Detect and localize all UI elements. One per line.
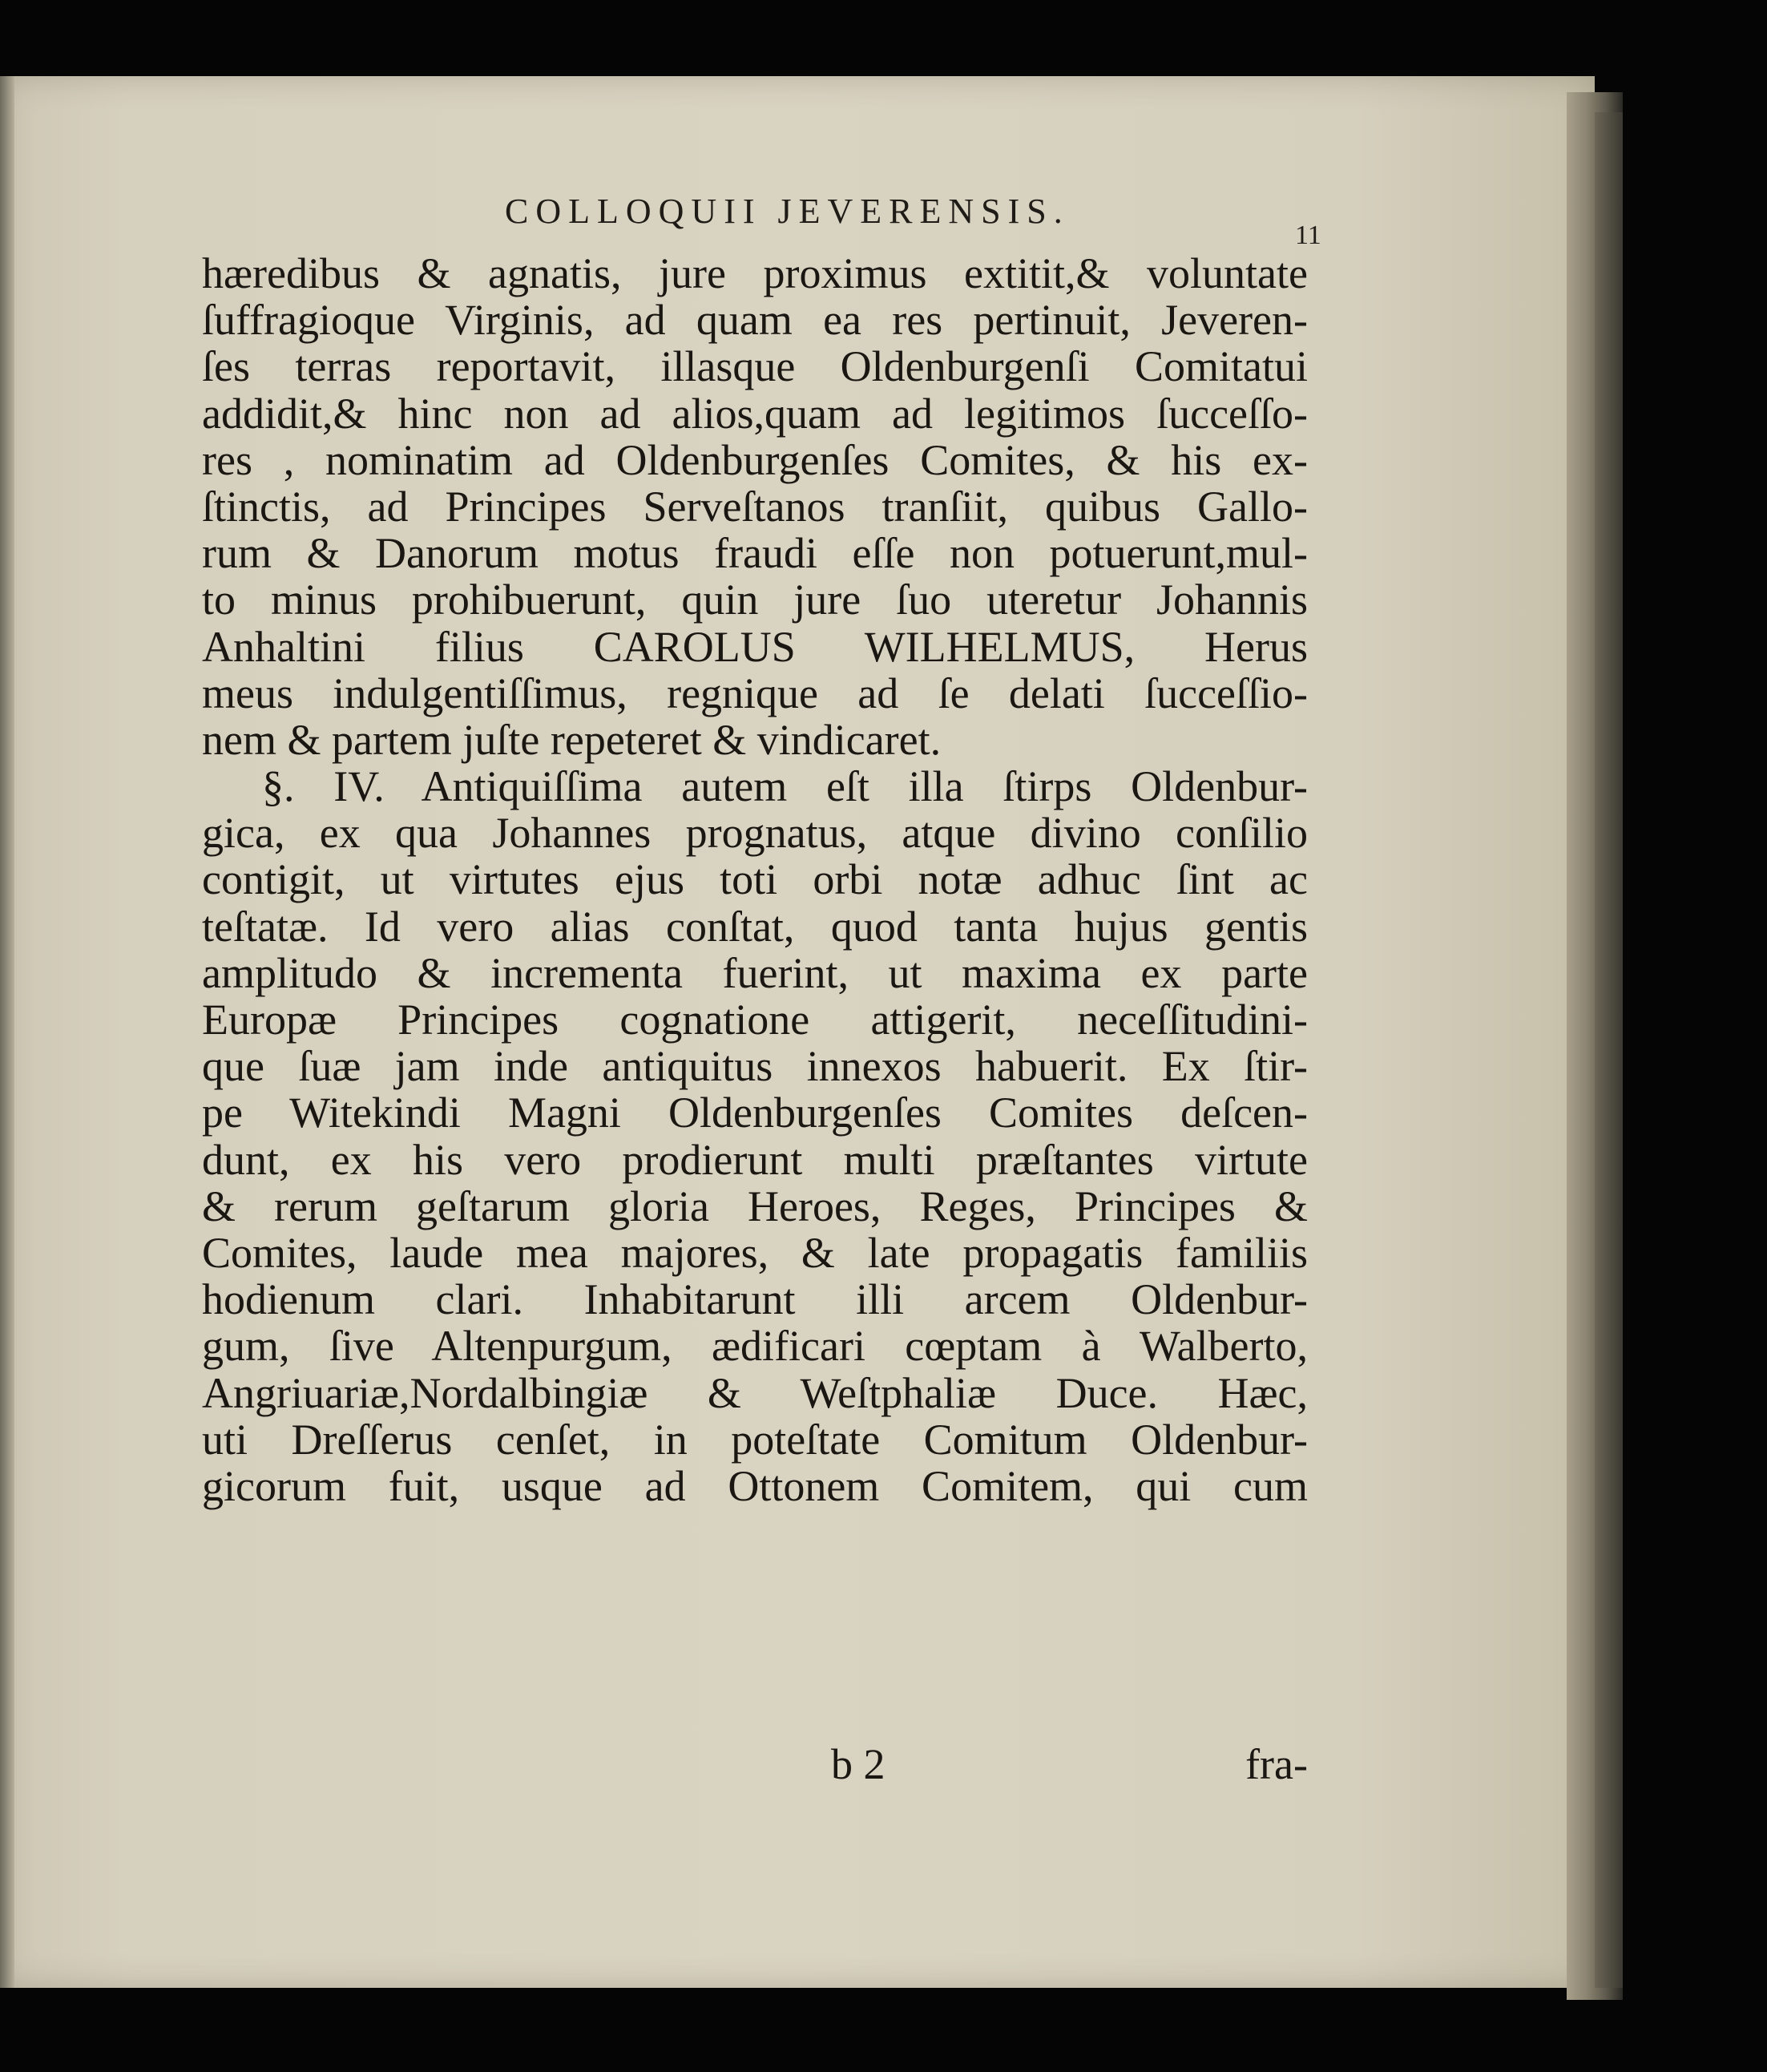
- text-line: uti Dreſſerus cenſet, in poteſtate Comitum Oldenbur-: [202, 1415, 1308, 1464]
- text-line: to minus prohibuerunt, quin jure ſuo uteretur Johannis: [202, 576, 1308, 624]
- text-line: Europæ Principes cognatione attigerit, neceſſitudini-: [202, 996, 1308, 1044]
- text-line: contigit, ut virtutes ejus toti orbi notæ adhuc ſint ac: [202, 855, 1308, 904]
- text-line: gum, ſive Altenpurgum, ædificari cœptam à Walberto,: [202, 1322, 1308, 1371]
- text-line: hæredibus & agnatis, jure proximus extitit,& voluntate: [202, 249, 1308, 297]
- text-line: gica, ex qua Johannes prognatus, atque divino conſilio: [202, 809, 1308, 858]
- text-line: que ſuæ jam inde antiquitus innexos habuerit. Ex ſtir-: [202, 1042, 1308, 1091]
- text-line: hodienum clari. Inhabitarunt illi arcem Oldenbur-: [202, 1275, 1308, 1324]
- text-line: meus indulgentiſſimus, regnique ad ſe delati ſucceſſio-: [202, 668, 1308, 717]
- signature-mark: b 2: [831, 1740, 886, 1788]
- text-line: ſes terras reportavit, illasque Oldenburgenſi Comitatui: [202, 342, 1308, 391]
- page-number: 11: [1295, 220, 1321, 250]
- page-footer: [202, 1739, 1308, 1787]
- text-line: teſtatæ. Id vero alias conſtat, quod tanta hujus gentis: [202, 902, 1308, 951]
- text-line: ſuffragioque Virginis, ad quam ea res pertinuit, Jeveren-: [202, 296, 1308, 345]
- text-line: addidit,& hinc non ad alios,quam ad legitimos ſucceſſo-: [202, 389, 1308, 438]
- catchword: fra-: [1245, 1740, 1308, 1788]
- text-line: pe Witekindi Magni Oldenburgenſes Comites deſcen-: [202, 1089, 1308, 1137]
- body-text: [202, 250, 1308, 1509]
- text-line: nem & partem juſte repeteret & vindicaret.: [202, 715, 942, 764]
- section-heading-line: §. IV. Antiquiſſima autem eſt illa ſtirps Oldenbur-: [262, 762, 1308, 811]
- running-title: COLLOQUII JEVERENSIS.: [505, 192, 1070, 231]
- text-line: rum & Danorum motus fraudi eſſe non potuerunt,mul-: [202, 529, 1308, 578]
- text-line: amplitudo & incrementa fuerint, ut maxima ex parte: [202, 948, 1308, 997]
- text-line: ſtinctis, ad Principes Serveſtanos tranſiit, quibus Gallo-: [202, 482, 1308, 531]
- text-line: Angriuariæ,Nordalbingiæ & Weſtphaliæ Duce. Hæc,: [202, 1368, 1308, 1417]
- text-line: Anhaltini filius CAROLUS WILHELMUS, Herus: [202, 622, 1308, 671]
- text-line: dunt, ex his vero prodierunt multi præſtantes virtute: [202, 1135, 1308, 1184]
- binding-gutter: [0, 76, 14, 1988]
- text-line: Comites, laude mea majores, & late propagatis familiis: [202, 1228, 1308, 1277]
- text-line: res , nominatim ad Oldenburgenſes Comites, & his ex-: [202, 435, 1308, 484]
- text-line: gicorum fuit, usque ad Ottonem Comitem, qui cum: [202, 1461, 1308, 1510]
- text-line: & rerum geſtarum gloria Heroes, Reges, Principes &: [202, 1181, 1308, 1230]
- page-stack-edge: [1595, 112, 1623, 1988]
